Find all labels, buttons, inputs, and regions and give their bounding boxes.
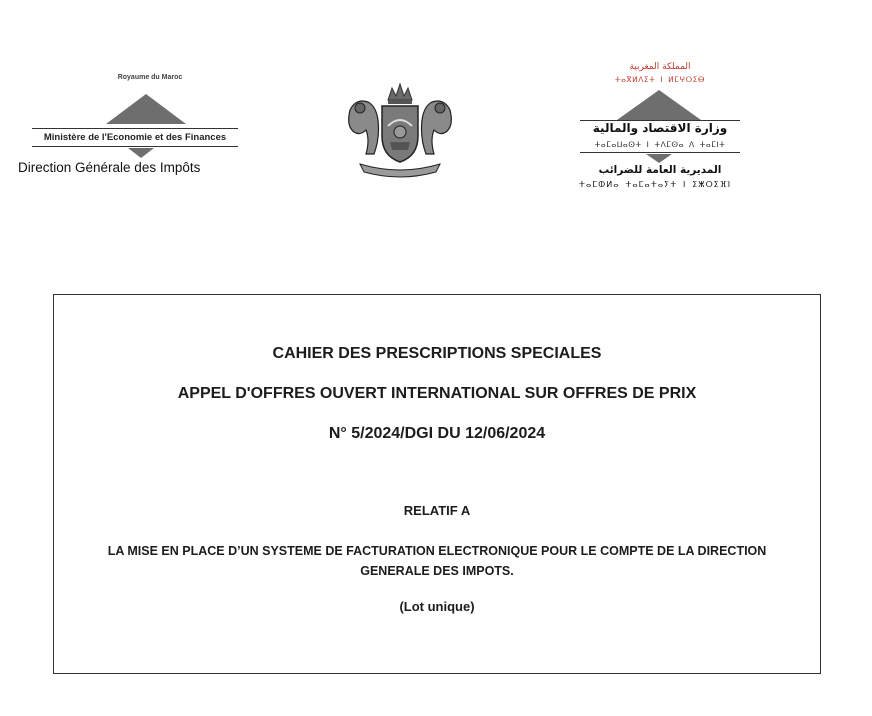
directorate-label: Direction Générale des Impôts xyxy=(18,160,201,175)
tender-reference: N° 5/2024/DGI DU 12/06/2024 xyxy=(328,425,546,442)
logo-triangle-down-icon xyxy=(646,154,672,163)
ministry-label-tifinagh: ⵜⴰⵎⴰⵡⴰⵙⵜ ⵏ ⵜⴷⵎⵙⴰ ⴷ ⵜⴰⵎⵏⵜ xyxy=(594,140,726,149)
logo-triangle-up-icon xyxy=(106,94,186,124)
divider xyxy=(32,146,238,147)
tender-subject: LA MISE EN PLACE D’UN SYSTEME DE FACTURATION ELECTRONIQUE POUR LE COMPTE DE LA DIRECTION GENERALE DES IMPOTS. xyxy=(107,544,767,578)
header-right-logo xyxy=(520,62,790,194)
lot-label: (Lot unique) xyxy=(399,599,475,614)
directorate-label-tifinagh: ⵜⴰⵎⵀⵍⴰ ⵜⴰⵎⴰⵜⴰⵢⵜ ⵏ ⵉⵥⵔⵉⴼⵏ xyxy=(578,180,732,189)
directorate-label-ar: المديرية العامة للضرائب xyxy=(598,164,722,176)
relatif-label: RELATIF A xyxy=(403,503,471,518)
ministry-label-ar: وزارة الاقتصاد والمالية xyxy=(592,121,728,135)
tender-type: APPEL D'OFFRES OUVERT INTERNATIONAL SUR OFFRES DE PRIX xyxy=(177,385,697,402)
header-left-logo xyxy=(18,74,250,184)
document-title-box xyxy=(53,294,821,674)
coat-of-arms-icon xyxy=(336,80,464,180)
kingdom-label-ar: المملكة المغربية xyxy=(629,62,691,72)
kingdom-label-tifinagh: ⵜⴰⴳⵍⴷⵉⵜ ⵏ ⵍⵎⵖⵔⵉⴱ xyxy=(614,75,706,84)
document-title: CAHIER DES PRESCRIPTIONS SPECIALES xyxy=(272,345,602,362)
ministry-label: Ministère de l'Economie et des Finances xyxy=(43,132,227,143)
logo-triangle-up-icon xyxy=(617,90,701,120)
kingdom-label: Royaume du Maroc xyxy=(117,74,183,81)
divider xyxy=(32,128,238,129)
logo-triangle-down-icon xyxy=(128,148,154,158)
divider xyxy=(580,152,740,153)
